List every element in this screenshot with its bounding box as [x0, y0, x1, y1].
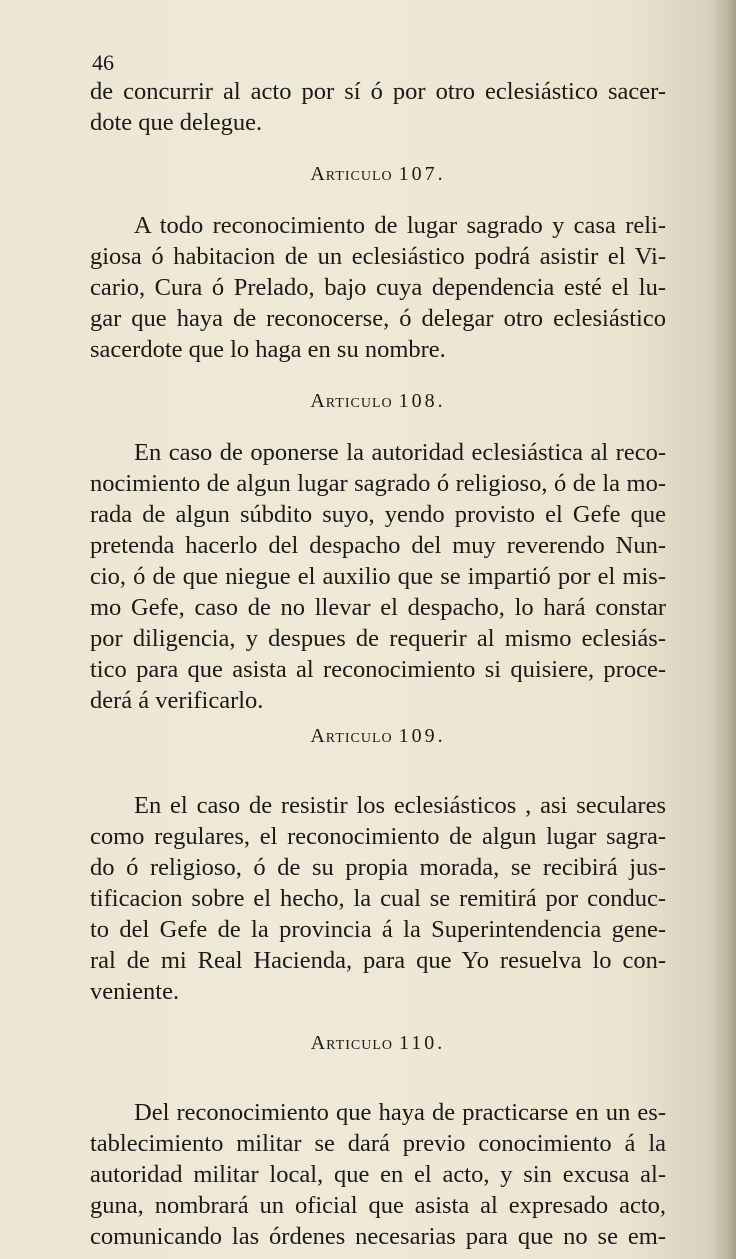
text-line: to del Gefe de la provincia á la Superintendencia gene-	[90, 916, 666, 943]
text-line: En caso de oponerse la autoridad eclesiástica al reco-	[134, 439, 666, 466]
article-heading	[90, 716, 666, 756]
text-line: autoridad militar local, que en el acto, y sin excusa al-	[90, 1161, 666, 1188]
text-line: guna, nombrará un oficial que asista al expresado acto,	[90, 1192, 666, 1219]
text-column	[90, 76, 666, 1252]
text-line: nocimiento de algun lugar sagrado ó religioso, ó de la mo-	[90, 470, 666, 497]
text-line: mo Gefe, caso de no llevar el despacho, lo hará constar	[90, 594, 666, 621]
article-heading-word: Articulo	[310, 1032, 393, 1054]
article-heading	[90, 1023, 666, 1063]
text-line: gar que haya de reconocerse, ó delegar otro eclesiástico	[90, 305, 666, 332]
text-line: dote que delegue.	[90, 109, 263, 136]
text-line: derá á verificarlo.	[90, 687, 264, 714]
text-line: En el caso de resistir los eclesiásticos , asi seculares	[134, 792, 666, 819]
text-line: tificacion sobre el hecho, la cual se remitirá por conduc-	[90, 885, 666, 912]
text-line: cario, Cura ó Prelado, bajo cuya dependencia esté el lu-	[90, 274, 666, 301]
text-line: rada de algun súbdito suyo, yendo provisto el Gefe que	[90, 501, 666, 528]
text-line: comunicando las órdenes necesarias para que no se em-	[90, 1223, 666, 1250]
text-line: A todo reconocimiento de lugar sagrado y casa reli-	[134, 212, 666, 239]
text-line: ral de mi Real Hacienda, para que Yo resuelva lo con-	[90, 947, 666, 974]
article-heading-number: 110.	[399, 1032, 446, 1054]
text-line: veniente.	[90, 978, 180, 1005]
article-heading-number: 108.	[398, 390, 446, 412]
text-line: de concurrir al acto por sí ó por otro eclesiástico sacer-	[90, 78, 666, 105]
text-line: do ó religioso, ó de su propia morada, se recibirá jus-	[90, 854, 666, 881]
text-line: cio, ó de que niegue el auxilio que se impartió por el mis-	[90, 563, 666, 590]
text-line: tablecimiento militar se dará previo conocimiento á la	[90, 1130, 666, 1157]
article-heading-word: Articulo	[310, 390, 393, 412]
text-line: pretenda hacerlo del despacho del muy reverendo Nun-	[90, 532, 666, 559]
article-heading-word: Articulo	[310, 725, 393, 747]
article-heading-number: 109.	[398, 725, 446, 747]
text-line: Del reconocimiento que haya de practicarse en un es-	[134, 1099, 666, 1126]
text-line: por diligencia, y despues de requerir al mismo eclesiás-	[90, 625, 666, 652]
text-line: como regulares, el reconocimiento de algun lugar sagra-	[90, 823, 666, 850]
text-line: tico para que asista al reconocimiento si quisiere, proce-	[90, 656, 666, 683]
article-heading	[90, 154, 666, 194]
page-edge-shadow	[714, 0, 736, 1259]
text-line: sacerdote que lo haga en su nombre.	[90, 336, 446, 363]
article-heading-word: Articulo	[310, 163, 393, 185]
page-number: 46	[92, 50, 114, 75]
article-heading	[90, 381, 666, 421]
article-heading-number: 107.	[398, 163, 446, 185]
text-line: giosa ó habitacion de un eclesiástico podrá asistir el Vi-	[90, 243, 666, 270]
